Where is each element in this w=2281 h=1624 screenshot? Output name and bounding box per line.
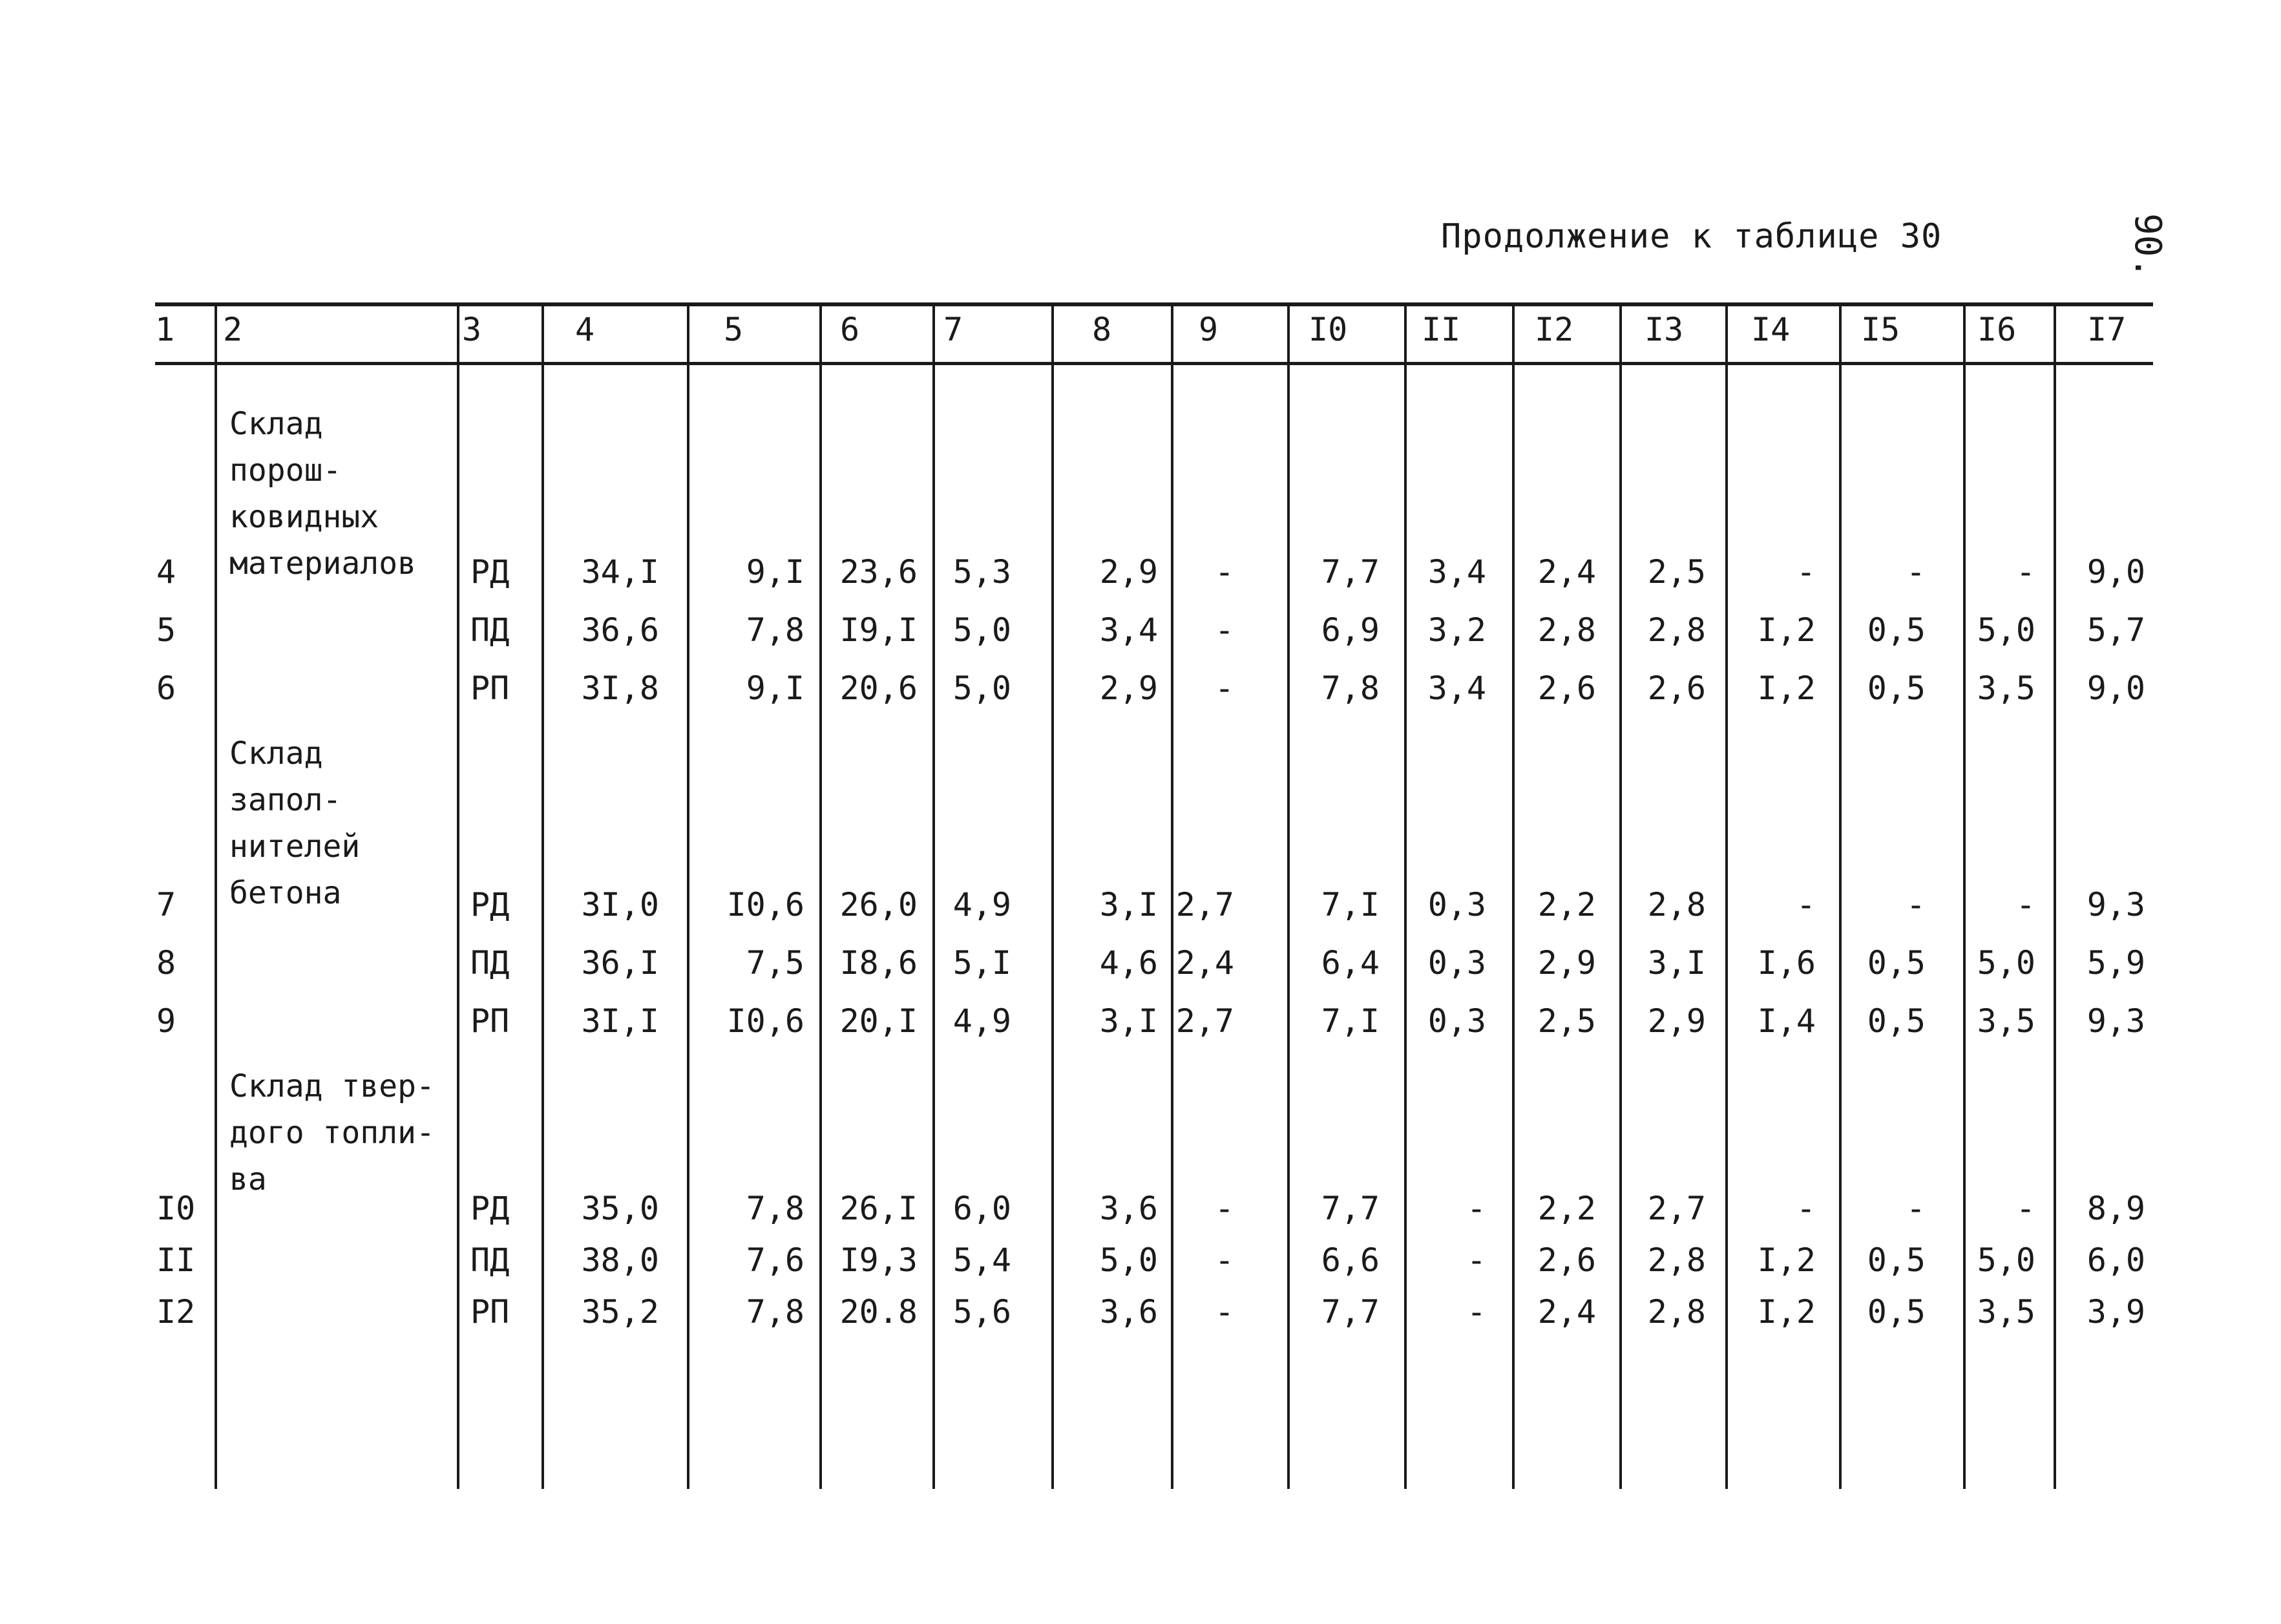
value-cell-c17: 9,3	[2087, 886, 2145, 923]
value-cell-c9: -	[1214, 670, 1234, 707]
row-number: 4	[156, 553, 176, 591]
value-cell-c5: 9,I	[746, 553, 804, 591]
value-cell-c16: 3,5	[1977, 670, 2035, 707]
value-cell-c16: 5,0	[1977, 944, 2035, 982]
header-cell: I4	[1751, 311, 1791, 348]
value-cell-c9: 2,4	[1175, 944, 1234, 982]
row-number: I2	[156, 1293, 196, 1331]
value-cell-c17: 9,0	[2087, 553, 2145, 591]
value-cell-c12: 2,8	[1537, 611, 1596, 649]
regime-cell: РП	[470, 1293, 510, 1331]
row-number: 5	[156, 611, 176, 649]
value-cell-c13: 2,8	[1647, 611, 1706, 649]
header-cell: 7	[943, 311, 963, 348]
value-cell-c10: 6,4	[1321, 944, 1380, 982]
group-label: Склад твер- дого топли- ва	[229, 1068, 435, 1197]
value-cell-c7: 5,I	[952, 944, 1011, 982]
value-cell-c7: 5,0	[952, 611, 1011, 649]
value-cell-c7: 5,3	[952, 553, 1011, 591]
value-cell-c15: 0,5	[1867, 1293, 1926, 1331]
value-cell-c10: 6,9	[1321, 611, 1380, 649]
value-cell-c4: 36,6	[581, 611, 659, 649]
value-cell-c10: 6,6	[1321, 1241, 1380, 1279]
value-cell-c10: 7,7	[1321, 1190, 1380, 1227]
column-divider	[1512, 306, 1515, 1489]
value-cell-c10: 7,7	[1321, 553, 1380, 591]
value-cell-c11: 0,3	[1427, 944, 1486, 982]
regime-cell: РД	[470, 1190, 510, 1227]
value-cell-c9: -	[1214, 1241, 1234, 1279]
value-cell-c5: 9,I	[746, 670, 804, 707]
value-cell-c10: 7,I	[1321, 1002, 1380, 1040]
value-cell-c4: 36,I	[581, 944, 659, 982]
value-cell-c6: 20,I	[839, 1002, 918, 1040]
value-cell-c4: 38,0	[581, 1241, 659, 1279]
value-cell-c12: 2,4	[1537, 553, 1596, 591]
value-cell-c16: 3,5	[1977, 1002, 2035, 1040]
value-cell-c8: 3,I	[1099, 886, 1158, 923]
value-cell-c5: 7,5	[746, 944, 804, 982]
value-cell-c4: 3I,0	[581, 886, 659, 923]
column-divider	[541, 306, 544, 1489]
value-cell-c15: -	[1906, 1190, 1926, 1227]
value-cell-c13: 2,7	[1647, 1190, 1706, 1227]
value-cell-c8: 3,6	[1099, 1293, 1158, 1331]
value-cell-c14: I,4	[1757, 1002, 1816, 1040]
value-cell-c4: 35,0	[581, 1190, 659, 1227]
value-cell-c4: 3I,I	[581, 1002, 659, 1040]
value-cell-c8: 2,9	[1099, 670, 1158, 707]
value-cell-c15: -	[1906, 886, 1926, 923]
header-cell: 1	[155, 311, 175, 348]
value-cell-c11: -	[1466, 1241, 1486, 1279]
value-cell-c13: 3,I	[1647, 944, 1706, 982]
value-cell-c17: 3,9	[2087, 1293, 2145, 1331]
column-divider	[932, 306, 935, 1489]
value-cell-c4: 35,2	[581, 1293, 659, 1331]
regime-cell: ПД	[470, 944, 510, 982]
value-cell-c8: 2,9	[1099, 553, 1158, 591]
value-cell-c13: 2,6	[1647, 670, 1706, 707]
value-cell-c8: 3,6	[1099, 1190, 1158, 1227]
value-cell-c14: I,2	[1757, 1241, 1816, 1279]
value-cell-c6: 20.8	[839, 1293, 918, 1331]
value-cell-c13: 2,8	[1647, 1241, 1706, 1279]
value-cell-c12: 2,4	[1537, 1293, 1596, 1331]
value-cell-c7: 5,6	[952, 1293, 1011, 1331]
header-cell: II	[1422, 311, 1461, 348]
column-divider	[687, 306, 689, 1489]
value-cell-c16: -	[2015, 553, 2035, 591]
header-cell: 2	[223, 311, 243, 348]
value-cell-c12: 2,6	[1537, 1241, 1596, 1279]
value-cell-c4: 3I,8	[581, 670, 659, 707]
value-cell-c10: 7,8	[1321, 670, 1380, 707]
column-divider	[1404, 306, 1407, 1489]
value-cell-c17: 8,9	[2087, 1190, 2145, 1227]
value-cell-c10: 7,7	[1321, 1293, 1380, 1331]
value-cell-c9: -	[1214, 553, 1234, 591]
value-cell-c6: 20,6	[839, 670, 918, 707]
header-cell: 6	[840, 311, 860, 348]
column-divider	[1725, 306, 1728, 1489]
regime-cell: ПД	[470, 1241, 510, 1279]
value-cell-c9: 2,7	[1175, 1002, 1234, 1040]
value-cell-c5: 7,8	[746, 1190, 804, 1227]
value-cell-c14: -	[1796, 1190, 1816, 1227]
top-rule	[155, 302, 2153, 306]
value-cell-c7: 5,4	[952, 1241, 1011, 1279]
value-cell-c8: 4,6	[1099, 944, 1158, 982]
column-divider	[819, 306, 822, 1489]
value-cell-c6: 26,0	[839, 886, 918, 923]
value-cell-c12: 2,5	[1537, 1002, 1596, 1040]
value-cell-c5: 7,8	[746, 611, 804, 649]
value-cell-c7: 6,0	[952, 1190, 1011, 1227]
value-cell-c15: 0,5	[1867, 1241, 1926, 1279]
header-cell: 4	[575, 311, 595, 348]
value-cell-c9: -	[1214, 611, 1234, 649]
value-cell-c14: -	[1796, 886, 1816, 923]
value-cell-c17: 5,7	[2087, 611, 2145, 649]
header-cell: 3	[462, 311, 482, 348]
header-cell: I7	[2087, 311, 2127, 348]
column-divider	[1051, 306, 1054, 1489]
value-cell-c13: 2,8	[1647, 886, 1706, 923]
value-cell-c14: I,6	[1757, 944, 1816, 982]
table-caption: Продолжение к таблице 30	[1441, 217, 1942, 256]
value-cell-c5: I0,6	[726, 886, 804, 923]
value-cell-c8: 5,0	[1099, 1241, 1158, 1279]
value-cell-c17: 5,9	[2087, 944, 2145, 982]
value-cell-c9: 2,7	[1175, 886, 1234, 923]
value-cell-c7: 5,0	[952, 670, 1011, 707]
regime-cell: РД	[470, 886, 510, 923]
page-number: 90.	[2127, 213, 2169, 279]
value-cell-c15: -	[1906, 553, 1926, 591]
header-cell: 8	[1092, 311, 1112, 348]
column-divider	[1287, 306, 1290, 1489]
group-label: Склад запол- нителей бетона	[229, 735, 361, 911]
value-cell-c15: 0,5	[1867, 670, 1926, 707]
value-cell-c12: 2,6	[1537, 670, 1596, 707]
value-cell-c16: 5,0	[1977, 611, 2035, 649]
header-cell: I2	[1535, 311, 1574, 348]
value-cell-c6: 23,6	[839, 553, 918, 591]
value-cell-c5: I0,6	[726, 1002, 804, 1040]
value-cell-c4: 34,I	[581, 553, 659, 591]
value-cell-c6: I9,3	[839, 1241, 918, 1279]
column-divider	[1619, 306, 1622, 1489]
value-cell-c16: -	[2015, 1190, 2035, 1227]
value-cell-c14: I,2	[1757, 611, 1816, 649]
value-cell-c11: 3,4	[1427, 553, 1486, 591]
value-cell-c11: -	[1466, 1190, 1486, 1227]
group-label: Склад порош- ковидных материалов	[229, 406, 416, 582]
row-number: 6	[156, 670, 176, 707]
header-rule	[155, 362, 2153, 365]
value-cell-c7: 4,9	[952, 886, 1011, 923]
value-cell-c11: 3,4	[1427, 670, 1486, 707]
value-cell-c7: 4,9	[952, 1002, 1011, 1040]
value-cell-c13: 2,8	[1647, 1293, 1706, 1331]
value-cell-c17: 9,3	[2087, 1002, 2145, 1040]
value-cell-c9: -	[1214, 1293, 1234, 1331]
regime-cell: РП	[470, 1002, 510, 1040]
column-divider	[457, 306, 459, 1489]
value-cell-c14: -	[1796, 553, 1816, 591]
header-cell: I3	[1645, 311, 1684, 348]
value-cell-c12: 2,2	[1537, 886, 1596, 923]
value-cell-c8: 3,I	[1099, 1002, 1158, 1040]
value-cell-c11: -	[1466, 1293, 1486, 1331]
value-cell-c15: 0,5	[1867, 1002, 1926, 1040]
row-number: 7	[156, 886, 176, 923]
value-cell-c16: 5,0	[1977, 1241, 2035, 1279]
row-number: II	[156, 1241, 196, 1279]
value-cell-c6: 26,I	[839, 1190, 918, 1227]
column-divider	[215, 306, 217, 1489]
value-cell-c15: 0,5	[1867, 944, 1926, 982]
value-cell-c5: 7,6	[746, 1241, 804, 1279]
regime-cell: РД	[470, 553, 510, 591]
value-cell-c14: I,2	[1757, 1293, 1816, 1331]
value-cell-c6: I8,6	[839, 944, 918, 982]
value-cell-c11: 3,2	[1427, 611, 1486, 649]
header-cell: 9	[1199, 311, 1219, 348]
header-cell: I0	[1309, 311, 1348, 348]
value-cell-c10: 7,I	[1321, 886, 1380, 923]
value-cell-c14: I,2	[1757, 670, 1816, 707]
value-cell-c17: 9,0	[2087, 670, 2145, 707]
value-cell-c11: 0,3	[1427, 886, 1486, 923]
value-cell-c5: 7,8	[746, 1293, 804, 1331]
value-cell-c13: 2,9	[1647, 1002, 1706, 1040]
header-cell: I5	[1861, 311, 1900, 348]
value-cell-c8: 3,4	[1099, 611, 1158, 649]
value-cell-c13: 2,5	[1647, 553, 1706, 591]
regime-cell: ПД	[470, 611, 510, 649]
column-divider	[1171, 306, 1173, 1489]
row-number: 8	[156, 944, 176, 982]
value-cell-c9: -	[1214, 1190, 1234, 1227]
row-number: 9	[156, 1002, 176, 1040]
value-cell-c16: -	[2015, 886, 2035, 923]
value-cell-c15: 0,5	[1867, 611, 1926, 649]
value-cell-c12: 2,2	[1537, 1190, 1596, 1227]
value-cell-c12: 2,9	[1537, 944, 1596, 982]
row-number: I0	[156, 1190, 196, 1227]
column-divider	[1963, 306, 1966, 1489]
header-cell: 5	[724, 311, 744, 348]
column-divider	[2054, 306, 2056, 1489]
value-cell-c11: 0,3	[1427, 1002, 1486, 1040]
header-cell: I6	[1977, 311, 2017, 348]
regime-cell: РП	[470, 670, 510, 707]
value-cell-c16: 3,5	[1977, 1293, 2035, 1331]
value-cell-c17: 6,0	[2087, 1241, 2145, 1279]
value-cell-c6: I9,I	[839, 611, 918, 649]
column-divider	[1839, 306, 1842, 1489]
